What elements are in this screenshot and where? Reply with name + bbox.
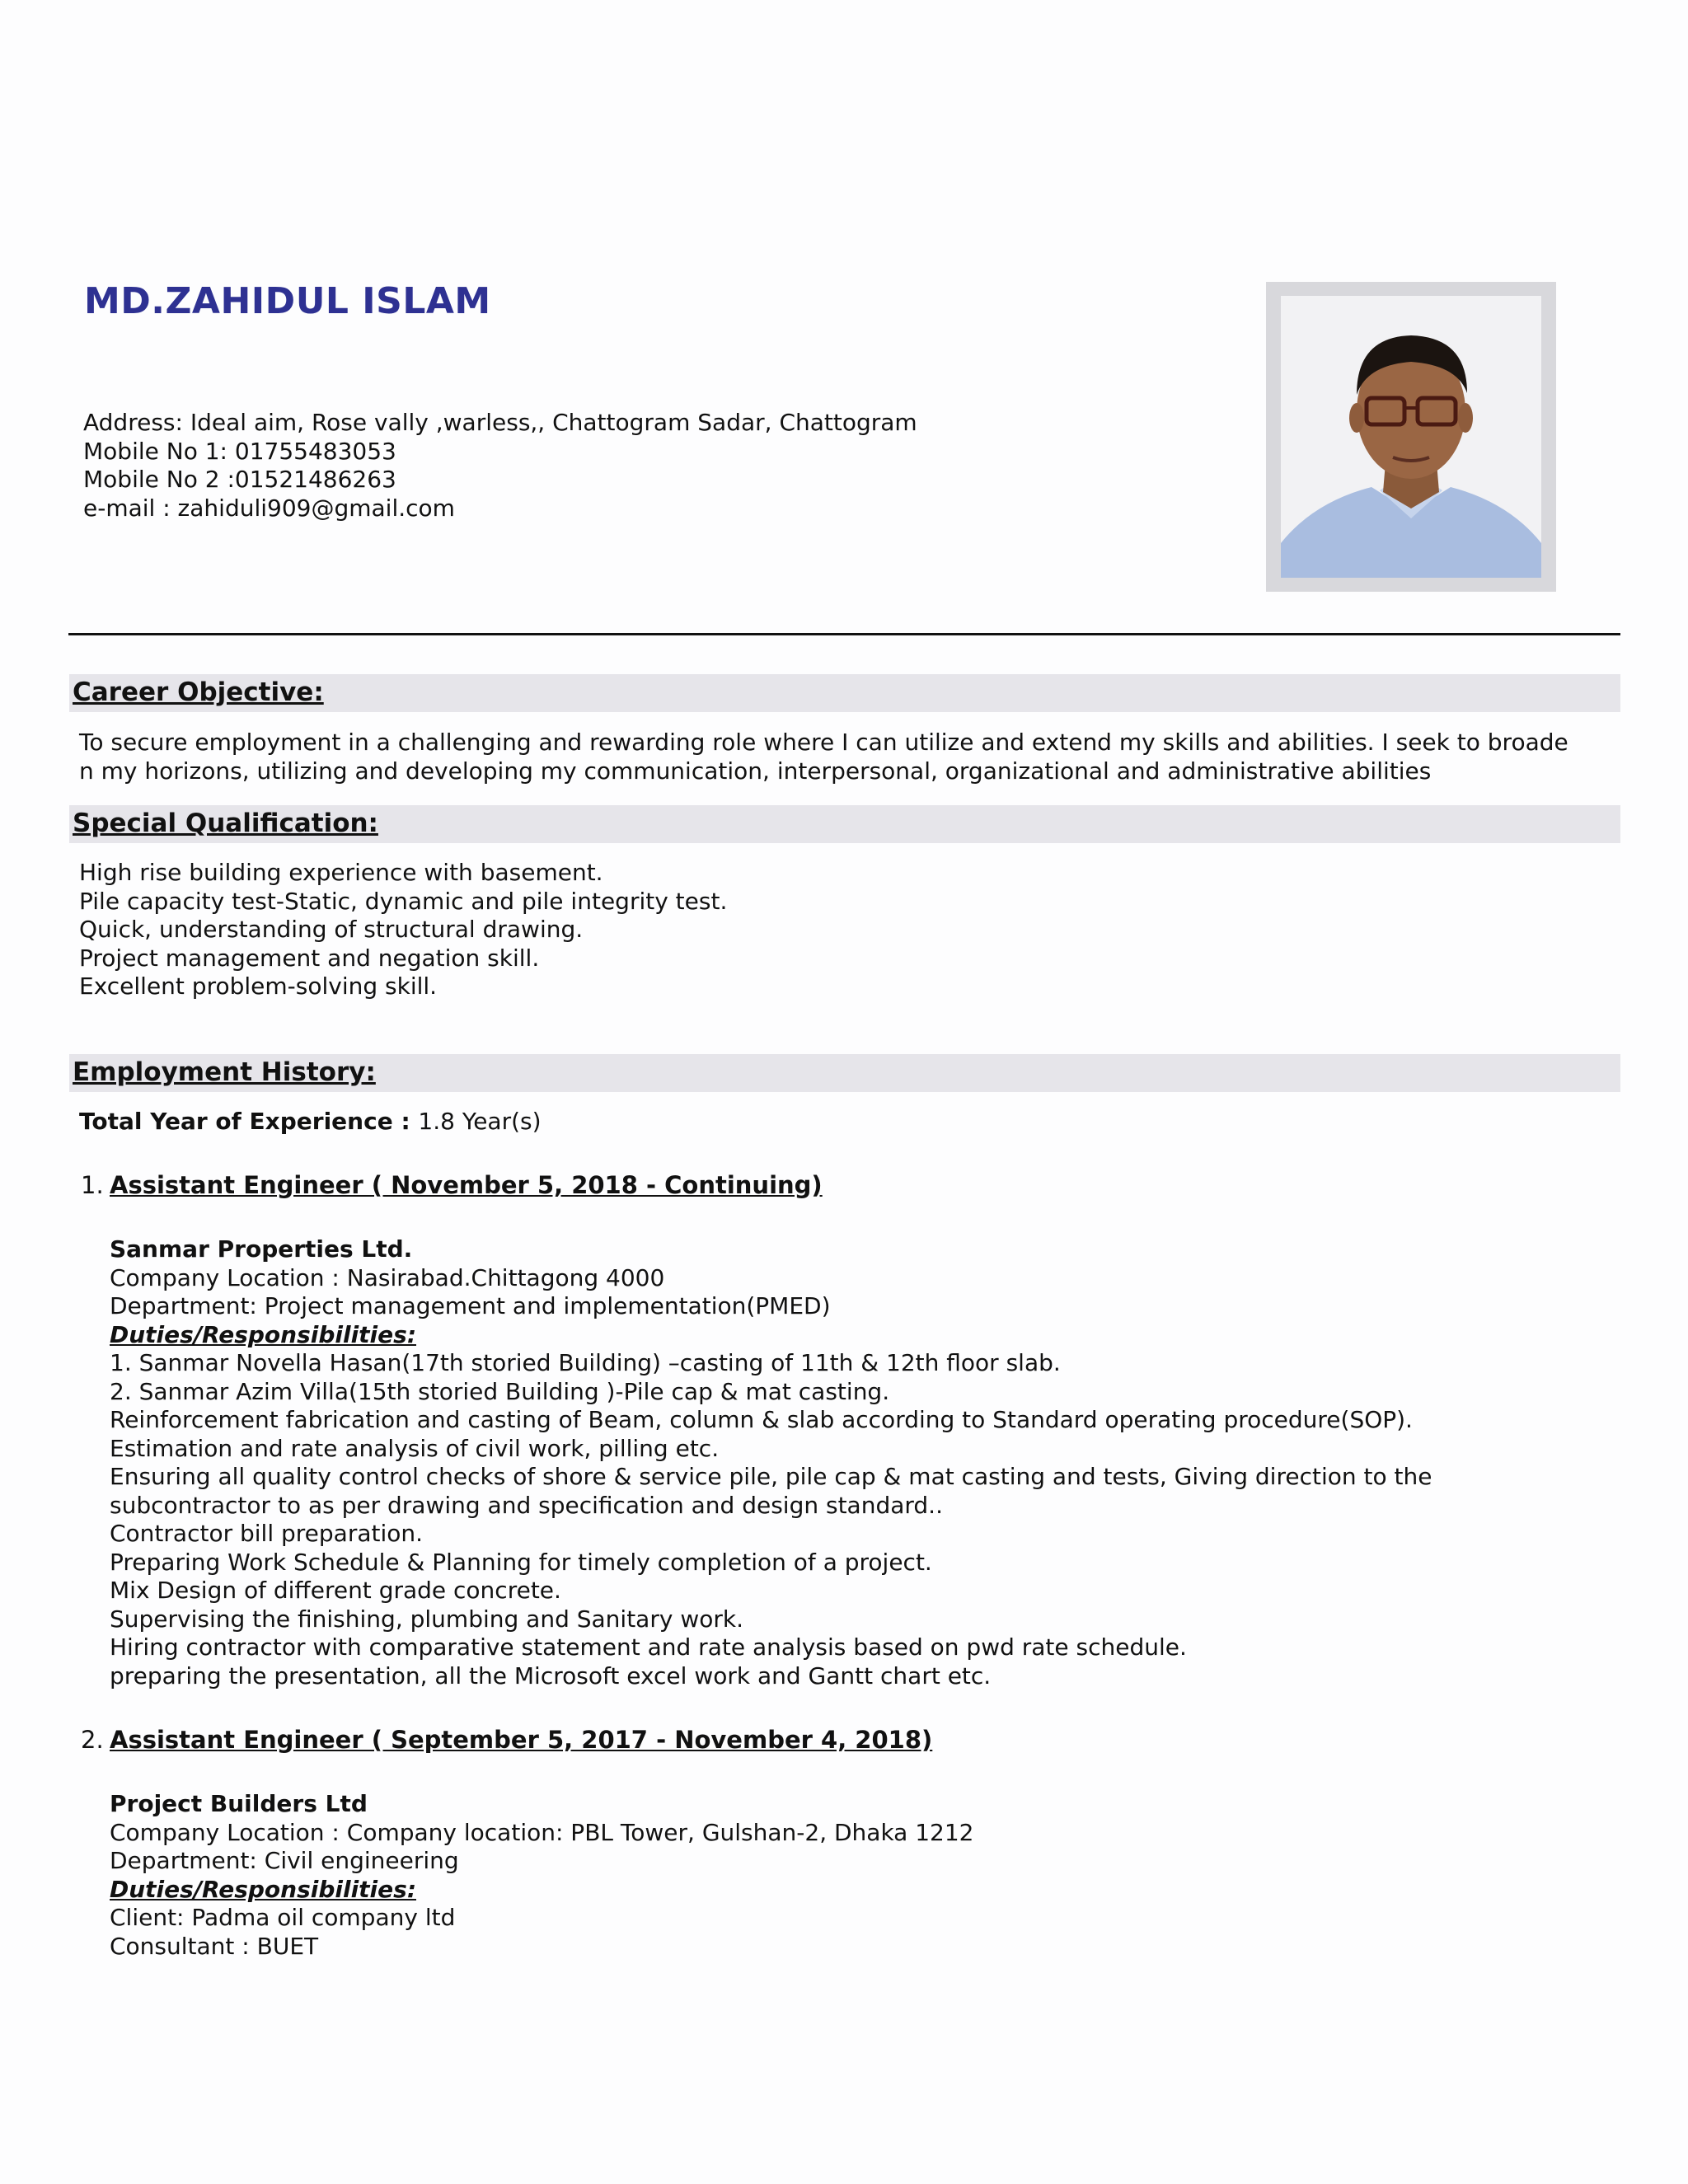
job-number: 1. (81, 1171, 104, 1199)
duty-item: Supervising the finishing, plumbing and Sanitary work. (110, 1605, 743, 1633)
career-objective-heading: Career Objective: (73, 677, 324, 707)
total-experience-label: Total Year of Experience : (79, 1108, 419, 1135)
career-objective-text (79, 729, 1568, 785)
duty-item: Mix Design of different grade concrete. (110, 1577, 561, 1604)
duties-heading: Duties/Responsibilities: (110, 1875, 417, 1903)
candidate-name: MD.ZAHIDUL ISLAM (84, 280, 491, 322)
address-line: Address: Ideal aim, Rose vally ,warless,, Chattogram Sadar, Chattogram (83, 409, 917, 436)
duty-item: subcontractor to as per drawing and specification and design standard.. (110, 1491, 943, 1519)
job-title: Assistant Engineer ( September 5, 2017 - November 4, 2018) (110, 1726, 933, 1754)
duty-item: Reinforcement fabrication and casting of Beam, column & slab according to Standard operating procedure(SOP). (110, 1406, 1413, 1433)
career-objective-line: To secure employment in a challenging and rewarding role where I can utilize and extend my skills and abilities. I seek to broade (79, 729, 1568, 756)
duty-item: Hiring contractor with comparative statement and rate analysis based on pwd rate schedule. (110, 1633, 1187, 1661)
total-experience (79, 1108, 542, 1137)
job-details (110, 1790, 974, 1961)
employment-history-heading-bar (69, 1054, 1620, 1092)
list-item: Project management and negation skill. (79, 944, 540, 972)
company-location: Company Location : Company location: PBL Tower, Gulshan-2, Dhaka 1212 (110, 1818, 974, 1846)
mobile-1-line: Mobile No 1: 01755483053 (83, 437, 396, 465)
career-objective-heading-bar (69, 674, 1620, 712)
list-item: High rise building experience with basement. (79, 859, 603, 886)
header-divider (68, 633, 1620, 635)
duty-item: Client: Padma oil company ltd (110, 1904, 456, 1931)
duty-item: Ensuring all quality control checks of shore & service pile, pile cap & mat casting and tests, Giving direction to the (110, 1463, 1432, 1490)
duties-heading: Duties/Responsibilities: (110, 1320, 417, 1348)
profile-photo-frame (1266, 282, 1556, 592)
profile-photo (1281, 296, 1541, 578)
special-qualification-heading-bar (69, 805, 1620, 843)
duty-item: 1. Sanmar Novella Hasan(17th storied Building) –casting of 11th & 12th floor slab. (110, 1349, 1061, 1376)
career-objective-line: n my horizons, utilizing and developing my communication, interpersonal, organizational and administrative abilities (79, 757, 1432, 785)
total-experience-value: 1.8 Year(s) (418, 1108, 542, 1135)
special-qualification-list (79, 859, 727, 1001)
duty-item: 2. Sanmar Azim Villa(15th storied Building )-Pile cap & mat casting. (110, 1377, 890, 1405)
job-number: 2. (81, 1726, 104, 1754)
company-name: Project Builders Ltd (110, 1790, 368, 1817)
list-item: Pile capacity test-Static, dynamic and pile integrity test. (79, 887, 728, 915)
job-title: Assistant Engineer ( November 5, 2018 - Continuing) (110, 1171, 823, 1199)
employment-history-heading: Employment History: (73, 1057, 376, 1087)
person-portrait-icon (1281, 296, 1541, 578)
company-location: Company Location : Nasirabad.Chittagong 4000 (110, 1263, 665, 1291)
list-item: Quick, understanding of structural drawing. (79, 916, 584, 943)
duty-item: Preparing Work Schedule & Planning for timely completion of a project. (110, 1548, 932, 1576)
email-line: e-mail : zahiduli909@gmail.com (83, 494, 455, 522)
job-details (110, 1235, 1432, 1690)
list-item: Excellent problem-solving skill. (79, 972, 438, 1000)
company-name: Sanmar Properties Ltd. (110, 1235, 413, 1263)
mobile-2-line: Mobile No 2 :01521486263 (83, 466, 396, 493)
duty-item: Estimation and rate analysis of civil work, pilling etc. (110, 1434, 720, 1462)
duty-item: preparing the presentation, all the Microsoft excel work and Gantt chart etc. (110, 1661, 992, 1690)
contact-block (83, 409, 917, 523)
department: Department: Project management and implementation(PMED) (110, 1292, 831, 1319)
duty-item: Contractor bill preparation. (110, 1520, 424, 1547)
duty-item: Consultant : BUET (110, 1932, 319, 1960)
special-qualification-heading: Special Qualification: (73, 808, 378, 838)
department: Department: Civil engineering (110, 1847, 459, 1874)
